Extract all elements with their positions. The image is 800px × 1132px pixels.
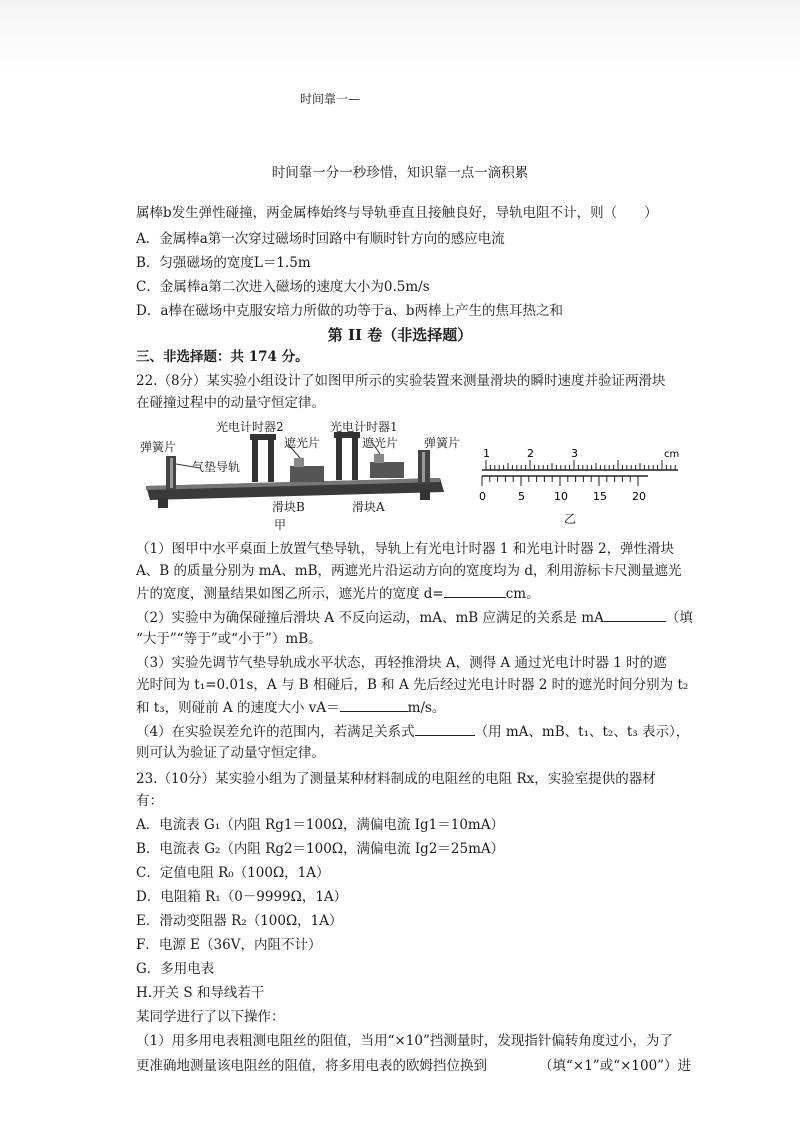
q23-item-c: C．定值电阻 R₀（100Ω，1A）: [136, 865, 330, 881]
vernier-scale-label: 5: [518, 490, 525, 503]
answer-blank-relation[interactable]: [415, 722, 475, 736]
label-air-track: 气垫导轨: [192, 460, 241, 474]
photogate-1: [336, 436, 342, 480]
q22-part4-line2: 则可认为验证了动量守恒定律。: [136, 745, 325, 761]
q21-option-b: B．匀强磁场的宽度L＝1.5m: [136, 255, 311, 271]
main-scale-label: 1: [483, 447, 490, 460]
answer-blank-range[interactable]: [487, 1056, 539, 1070]
slider-a: [370, 462, 404, 478]
q22-part4-line1: （4）在实验误差允许的范围内，若满足关系式 （用 mA、mB、t₁、t₂、t₃ 表示），: [136, 724, 690, 740]
q23-stem-line2: 有：: [136, 793, 163, 809]
q22-part3-line2: 光时间为 t₁=0.01s，A 与 B 相碰后，B 和 A 先后经过光电计时器 2 时的遮光时间分别为 t₂: [136, 677, 689, 693]
vernier-scale-label: 0: [479, 490, 486, 503]
q23-item-d: D．电阻箱 R₁（0－9999Ω，1A）: [136, 889, 348, 905]
q21-option-c: C．金属棒a第二次进入磁场的速度大小为0.5m/s: [136, 279, 430, 295]
label-gate-1: 光电计时器1: [330, 420, 398, 434]
shade-b: [294, 458, 304, 467]
label-shade-1: 遮光片: [284, 436, 321, 450]
vernier-scale-label: 10: [554, 490, 568, 503]
q22-stem-line2: 在碰撞过程中的动量守恒定律。: [136, 395, 325, 411]
main-scale-unit: cm: [664, 449, 680, 460]
q23-item-e: E．滑动变阻器 R₂（100Ω，1A）: [136, 913, 343, 929]
main-scale-label: 3: [571, 447, 578, 460]
main-scale-label: 2: [527, 447, 534, 460]
q22-part1-line2: A、B 的质量分别为 mA、mB，两遮光片沿运动方向的宽度均为 d，利用游标卡尺测量遮光: [136, 563, 682, 579]
header-motto: 时间靠一分一秒珍惜，知识靠一点一滴积累: [271, 165, 529, 181]
vernier-scale-label: 15: [593, 490, 607, 503]
label-shade-2: 遮光片: [362, 436, 399, 450]
vernier-scale-label: 20: [632, 490, 646, 503]
label-spring-left: 弹簧片: [140, 440, 177, 454]
part2-title: 第 II 卷（非选择题）: [327, 326, 473, 344]
q22-part2-line1: （2）实验中为确保碰撞后滑块 A 不反向运动，mA、mB 应满足的关系是 mA （填: [136, 610, 693, 626]
part2-heading: 三、非选择题：共 174 分。: [136, 349, 309, 365]
q22-stem-line1: 22.（8分）某实验小组设计了如图甲所示的实验装置来测量滑块的瞬时速度并验证两滑块: [136, 373, 666, 389]
q21-stem: 属棒b发生弹性碰撞，两金属棒始终与导轨垂直且接触良好，导轨电阻不计，则（ ）: [136, 205, 658, 221]
label-slider-b: 滑块B: [272, 500, 305, 514]
vernier-caliper-diagram: [478, 446, 688, 508]
q22-part1-line3: 片的宽度，测量结果如图乙所示，遮光片的宽度 d= cm。: [136, 586, 540, 602]
q22-part1-line1: （1）图甲中水平桌面上放置气垫导轨，导轨上有光电计时器 1 和光电计时器 2，弹性滑块: [136, 541, 675, 557]
q23-item-a: A．电流表 G₁（内阻 Rg1＝100Ω，满偏电流 Ig1＝10mA）: [136, 817, 504, 833]
q22-part2-line2: “大于”“等于”或“小于”）mB。: [136, 631, 322, 647]
q23-item-b: B．电流表 G₂（内阻 Rg2＝100Ω，满偏电流 Ig2＝25mA）: [136, 841, 505, 857]
q21-option-a: A．金属棒a第一次穿过磁场时回路中有顺时针方向的感应电流: [136, 231, 505, 247]
figure-yi-label: 乙: [564, 512, 577, 526]
figure-jia: [140, 418, 461, 532]
q23-op1-line2: 更准确地测量该电阻丝的阻值，将多用电表的欧姆挡位换到 （填“×1”或“×100”）进: [136, 1058, 692, 1074]
header-short: 时间靠一—: [300, 92, 361, 106]
q23-ops-intro: 某同学进行了以下操作：: [136, 1009, 285, 1025]
figure-jia-label: 甲: [274, 518, 287, 532]
label-slider-a: 滑块A: [352, 500, 385, 514]
shade-a: [374, 454, 384, 463]
answer-blank-d[interactable]: [444, 584, 506, 598]
q23-stem-line1: 23.（10分）某实验小组为了测量某种材料制成的电阻丝的电阻 Rx，实验室提供的器材: [136, 771, 656, 787]
label-gate-2: 光电计时器2: [216, 420, 284, 434]
q23-item-h: H.开关 S 和导线若干: [136, 985, 265, 1001]
figure-yi: [478, 446, 688, 530]
q21-option-d: D．a棒在磁场中克服安培力所做的功等于a、b两棒上产生的焦耳热之和: [136, 303, 564, 319]
answer-blank-mass-relation[interactable]: [604, 608, 666, 622]
q22-part3-line3: 和 t₃，则碰前 A 的速度大小 vA＝ m/s。: [136, 700, 446, 716]
answer-blank-va[interactable]: [340, 698, 408, 712]
photogate-2: [252, 438, 258, 482]
q23-op1-line1: （1）用多用电表粗测电阻丝的阻值，当用“×10”挡测量时，发现指针偏转角度过小，为了: [136, 1033, 673, 1049]
q23-item-f: F．电源 E（36V，内阻不计）: [136, 937, 322, 953]
q23-item-g: G．多用电表: [136, 961, 215, 977]
q22-part3-line1: （3）实验先调节气垫导轨成水平状态，再轻推滑块 A，测得 A 通过光电计时器 1 时的遮: [136, 655, 667, 671]
slider-b: [290, 466, 324, 482]
label-spring-right: 弹簧片: [424, 436, 461, 450]
